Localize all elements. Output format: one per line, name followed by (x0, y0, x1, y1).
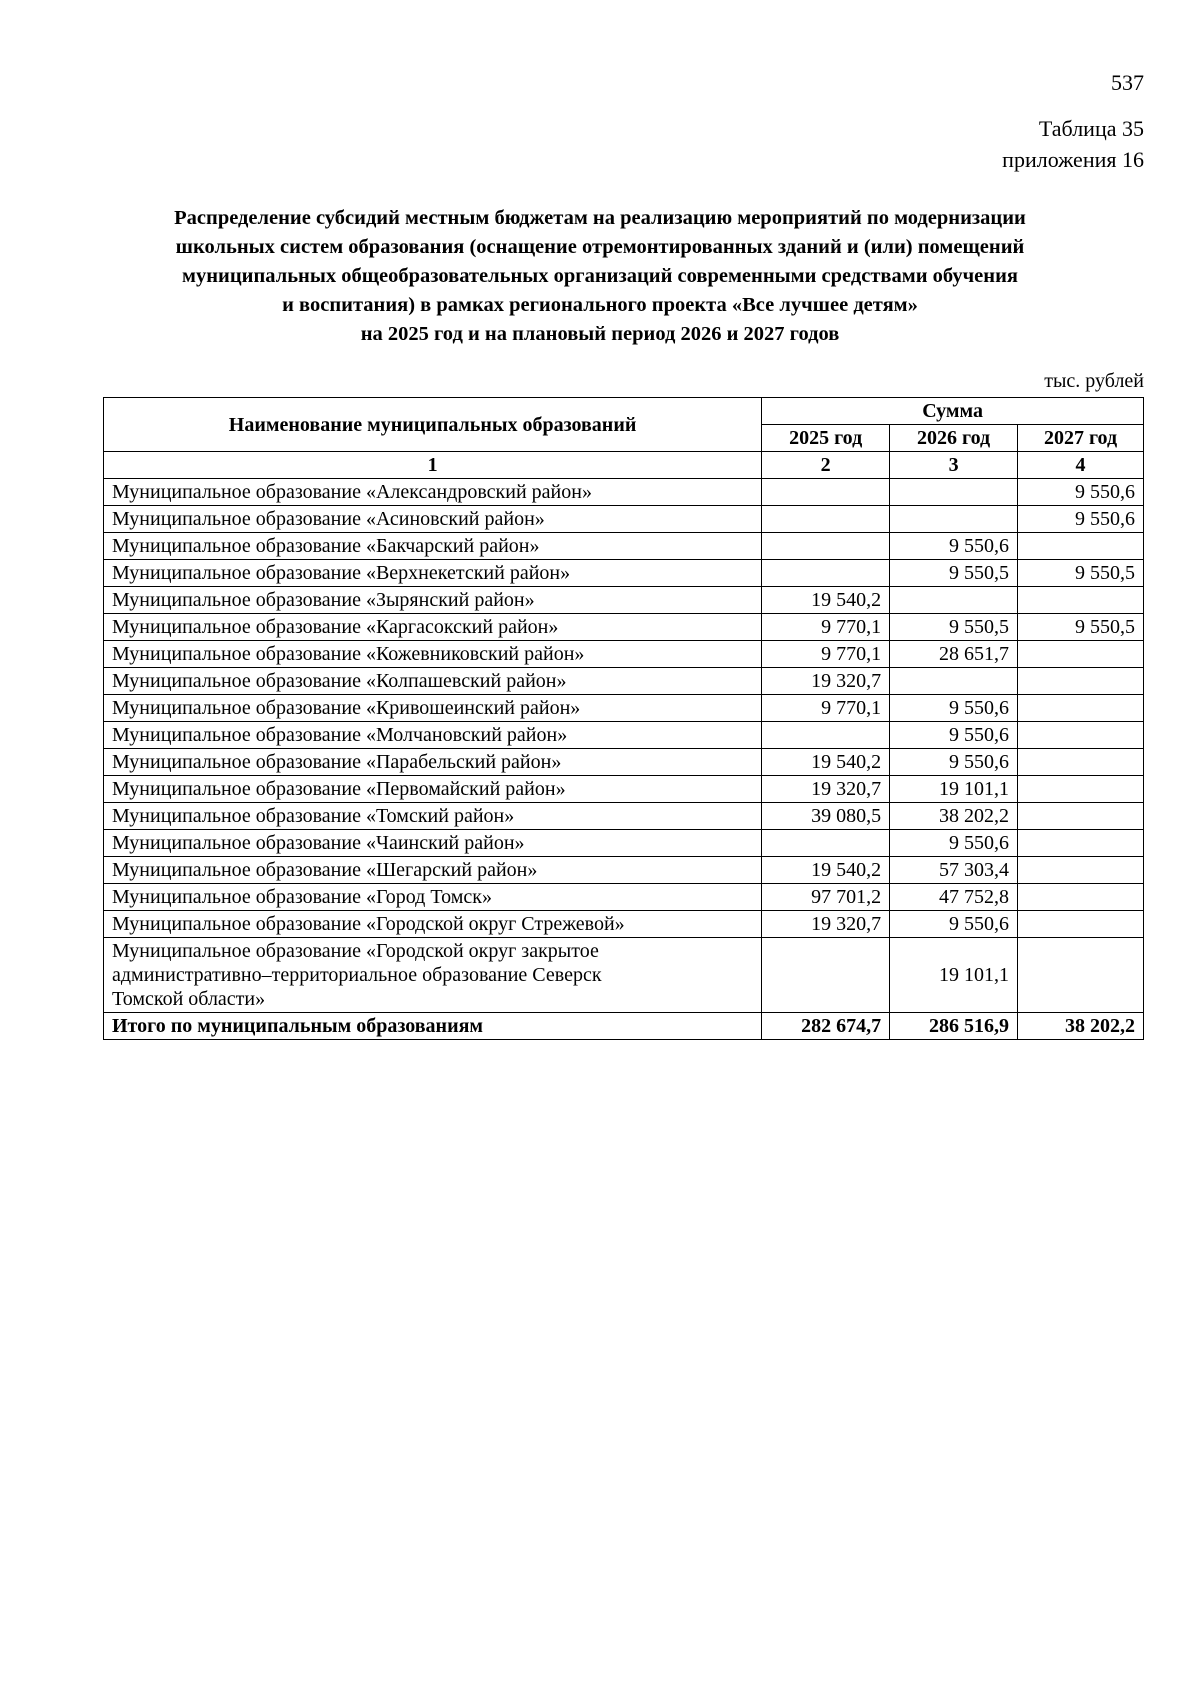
value-2025 (762, 506, 890, 533)
value-2026: 57 303,4 (890, 857, 1018, 884)
value-2025 (762, 560, 890, 587)
table-row (104, 641, 1144, 668)
value-2025: 19 320,7 (762, 668, 890, 695)
header-year-2025: 2025 год (762, 425, 890, 452)
value-2027 (1018, 857, 1144, 884)
value-2026: 28 651,7 (890, 641, 1018, 668)
table-row (104, 533, 1144, 560)
municipality-name: Муниципальное образование «Парабельский район» (104, 749, 762, 776)
municipality-name-line: Томской области» (112, 988, 266, 1010)
municipality-name: Муниципальное образование «Чаинский район» (104, 830, 762, 857)
table-row (104, 479, 1144, 506)
municipality-name: Муниципальное образование «Молчановский район» (104, 722, 762, 749)
municipality-name: Муниципальное образование «Кожевниковский район» (104, 641, 762, 668)
column-number: 2 (762, 452, 890, 479)
value-2027 (1018, 830, 1144, 857)
header-name-col: Наименование муниципальных образований (104, 398, 762, 452)
value-2026: 9 550,6 (890, 830, 1018, 857)
value-2026: 9 550,6 (890, 749, 1018, 776)
value-2027 (1018, 695, 1144, 722)
value-2025: 19 320,7 (762, 911, 890, 938)
value-2027 (1018, 938, 1144, 1013)
table-row (104, 830, 1144, 857)
document-title (100, 204, 1100, 349)
table-row (104, 776, 1144, 803)
header-year-2027: 2027 год (1018, 425, 1144, 452)
value-2027: 9 550,5 (1018, 614, 1144, 641)
value-2026: 38 202,2 (890, 803, 1018, 830)
table-row (104, 506, 1144, 533)
value-2026: 19 101,1 (890, 776, 1018, 803)
municipality-name: Муниципальное образование «Городской округ Стрежевой» (104, 911, 762, 938)
value-2026: 47 752,8 (890, 884, 1018, 911)
value-2025 (762, 722, 890, 749)
municipality-name: Муниципальное образование «Шегарский район» (104, 857, 762, 884)
total-label: Итого по муниципальным образованиям (104, 1013, 762, 1040)
municipality-name: Муниципальное образование «Город Томск» (104, 884, 762, 911)
table-row (104, 587, 1144, 614)
value-2027: 9 550,5 (1018, 560, 1144, 587)
value-2026: 9 550,6 (890, 533, 1018, 560)
municipality-name: Муниципальное образование «Зырянский район» (104, 587, 762, 614)
value-2027 (1018, 911, 1144, 938)
header-sum-col: Сумма (762, 398, 1144, 425)
value-2025: 97 701,2 (762, 884, 890, 911)
table-caption (1002, 113, 1144, 175)
value-2027 (1018, 668, 1144, 695)
municipality-name-line: Муниципальное образование «Городской округ закрытое (112, 940, 599, 962)
value-2027 (1018, 803, 1144, 830)
value-2025 (762, 830, 890, 857)
title-line-1: Распределение субсидий местным бюджетам на реализацию мероприятий по модернизации (174, 207, 1026, 229)
value-2025: 19 540,2 (762, 857, 890, 884)
value-2026: 9 550,6 (890, 695, 1018, 722)
title-line-3: муниципальных общеобразовательных организаций современными средствами обучения (182, 265, 1018, 287)
value-2025 (762, 938, 890, 1013)
table-row (104, 749, 1144, 776)
table-row (104, 938, 1144, 1013)
value-2027 (1018, 884, 1144, 911)
value-2026: 9 550,6 (890, 722, 1018, 749)
value-2027 (1018, 587, 1144, 614)
value-2026 (890, 506, 1018, 533)
total-2025: 282 674,7 (762, 1013, 890, 1040)
subsidy-table (103, 397, 1144, 1040)
value-2026: 9 550,5 (890, 614, 1018, 641)
total-row (104, 1013, 1144, 1040)
title-line-5: на 2025 год и на плановый период 2026 и 2027 годов (360, 323, 840, 345)
column-numbers-row (104, 452, 1144, 479)
table-row (104, 695, 1144, 722)
title-line-4: и воспитания) в рамках регионального проекта «Все лучшее детям» (282, 294, 918, 316)
table-row (104, 911, 1144, 938)
value-2025: 19 320,7 (762, 776, 890, 803)
total-2027: 38 202,2 (1018, 1013, 1144, 1040)
value-2027 (1018, 776, 1144, 803)
value-2027: 9 550,6 (1018, 479, 1144, 506)
value-2026: 19 101,1 (890, 938, 1018, 1013)
table-row (104, 668, 1144, 695)
column-number: 1 (104, 452, 762, 479)
municipality-name (104, 938, 762, 1013)
value-2026 (890, 587, 1018, 614)
table-row (104, 722, 1144, 749)
value-2027 (1018, 722, 1144, 749)
value-2025: 19 540,2 (762, 749, 890, 776)
value-2026 (890, 479, 1018, 506)
municipality-name: Муниципальное образование «Каргасокский район» (104, 614, 762, 641)
municipality-name: Муниципальное образование «Кривошеинский район» (104, 695, 762, 722)
municipality-name: Муниципальное образование «Асиновский район» (104, 506, 762, 533)
municipality-name: Муниципальное образование «Верхнекетский район» (104, 560, 762, 587)
value-2025: 9 770,1 (762, 614, 890, 641)
municipality-name: Муниципальное образование «Первомайский район» (104, 776, 762, 803)
value-2027: 9 550,6 (1018, 506, 1144, 533)
value-2025: 19 540,2 (762, 587, 890, 614)
value-2026: 9 550,5 (890, 560, 1018, 587)
value-2025: 9 770,1 (762, 695, 890, 722)
value-2026: 9 550,6 (890, 911, 1018, 938)
municipality-name: Муниципальное образование «Колпашевский район» (104, 668, 762, 695)
table-row (104, 803, 1144, 830)
value-2027 (1018, 749, 1144, 776)
value-2025: 9 770,1 (762, 641, 890, 668)
table-label: Таблица 35 (1038, 116, 1144, 141)
value-2025 (762, 533, 890, 560)
table-row (104, 884, 1144, 911)
table-row (104, 560, 1144, 587)
municipality-name: Муниципальное образование «Бакчарский район» (104, 533, 762, 560)
appendix-label: приложения 16 (1002, 147, 1144, 172)
title-line-2: школьных систем образования (оснащение отремонтированных зданий и (или) помещений (175, 236, 1025, 258)
column-number: 3 (890, 452, 1018, 479)
municipality-name: Муниципальное образование «Александровский район» (104, 479, 762, 506)
municipality-name: Муниципальное образование «Томский район» (104, 803, 762, 830)
table-row (104, 857, 1144, 884)
header-row (104, 398, 1144, 425)
header-year-2026: 2026 год (890, 425, 1018, 452)
municipality-name-line: административно–территориальное образование Северск (112, 964, 602, 986)
table-row (104, 614, 1144, 641)
value-2027 (1018, 533, 1144, 560)
total-2026: 286 516,9 (890, 1013, 1018, 1040)
value-2025: 39 080,5 (762, 803, 890, 830)
value-2027 (1018, 641, 1144, 668)
value-2026 (890, 668, 1018, 695)
value-2025 (762, 479, 890, 506)
column-number: 4 (1018, 452, 1144, 479)
units-label: тыс. рублей (1044, 370, 1144, 392)
page-number: 537 (1111, 70, 1144, 95)
